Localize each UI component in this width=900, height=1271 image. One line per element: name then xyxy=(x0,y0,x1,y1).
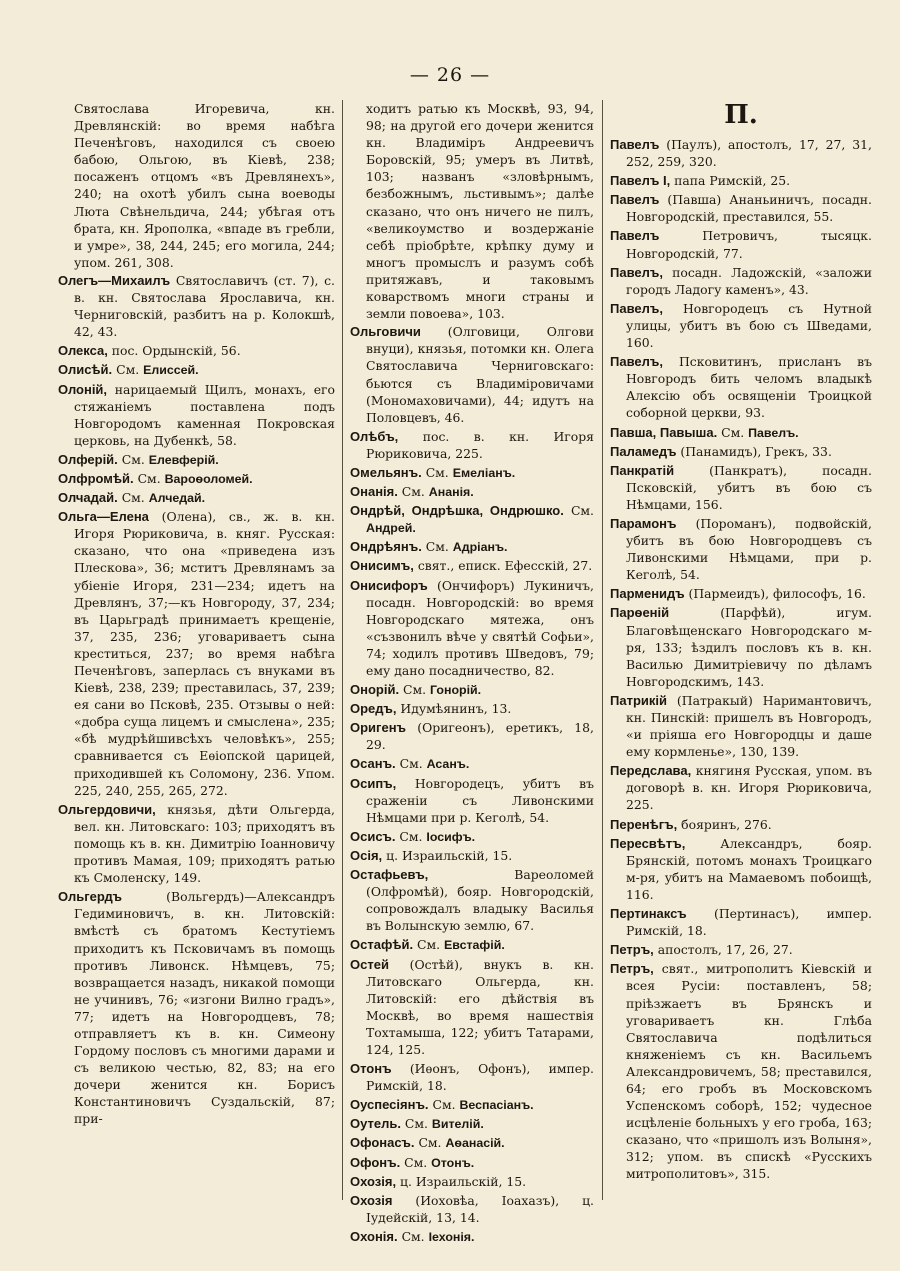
entry-headword: Олфромѣй. xyxy=(58,470,134,486)
entry-headword: Ондрѣянъ. xyxy=(350,539,422,555)
index-entry xyxy=(350,1096,594,1114)
index-entry xyxy=(610,585,872,603)
index-entry xyxy=(350,1228,594,1246)
entry-headword: Офонасъ. xyxy=(350,1135,415,1151)
entry-text: См. xyxy=(563,503,594,519)
entry-text: См. xyxy=(400,1116,432,1132)
section-letter-heading: П. xyxy=(724,100,758,130)
continued-entry-text: ходитъ ратью къ Москвѣ, 93, 94, 98; на другой его дочери женится кн. Владиміръ Андреевичъ Боровскій, 95; умеръ въ Литвѣ, 103; названъ «зловѣрнымъ, безбожнымъ, льстивымъ»; далѣе сказано, что онъ ничего не пилъ, «великоумство и воздержаніе себѣ пріобрѣте, крѣпку думу и многъ промыслъ и разумъ собѣ притяжавъ, и таковымъ коварствомъ многи страны и земли повоева», 103. xyxy=(366,101,594,322)
entry-headword: Павша, Павыша. xyxy=(610,424,718,440)
entry-text: ц. Израильскій, 15. xyxy=(396,1173,527,1189)
entry-text: (Ончифоръ) Лукиничъ, посадн. Новгородскій: во время Новгородскаго мятежа, онъ «съзвонилъ вѣче у святѣй Софьи», 74; ходилъ противъ Шведовъ, 79; ему дано посадничество, 82. xyxy=(366,577,594,678)
index-entry xyxy=(350,464,594,482)
entry-text: (Пармеидъ), философъ, 16. xyxy=(684,586,866,602)
entry-headword: Остафьевъ, xyxy=(350,867,429,883)
index-entry xyxy=(350,577,594,681)
entry-headword: Парамонъ xyxy=(610,515,677,531)
entry-headword: Пересвѣтъ, xyxy=(610,835,686,851)
column-divider xyxy=(602,100,603,1200)
entry-headword: Ольгердъ xyxy=(58,889,123,905)
index-entry xyxy=(58,272,335,341)
entry-headword: Петръ, xyxy=(610,961,654,977)
entry-cross-reference: Ананія. xyxy=(428,485,474,500)
index-entry xyxy=(610,300,872,352)
entry-text: пос. Ордынскій, 56. xyxy=(107,343,241,359)
entry-headword: Офонъ. xyxy=(350,1154,401,1170)
entry-text: См. xyxy=(117,451,149,467)
entry-headword: Ольгердовичи, xyxy=(58,801,156,817)
entry-text: См. xyxy=(414,1135,446,1151)
entry-cross-reference: Андрей. xyxy=(366,521,416,536)
entry-text: См. xyxy=(112,362,144,378)
entry-cross-reference: Аѳанасій. xyxy=(445,1136,505,1151)
entry-cross-reference: Вароѳоломей. xyxy=(164,471,253,486)
entry-headword: Парменидъ xyxy=(610,586,685,602)
index-entry xyxy=(610,835,872,904)
entry-cross-reference: Емеліанъ. xyxy=(452,465,516,480)
index-entry xyxy=(610,960,872,1183)
entry-headword: Осипъ, xyxy=(350,775,397,791)
entry-text: нарицаемый Щилъ, монахъ, его стяжаніемъ поставлена подъ Новгородомъ каменная Покровская церковь, на Дубенкѣ, 58. xyxy=(74,381,335,448)
entry-text: (Панкратъ), посадн. Псковскій, убитъ въ бою съ Нѣмцами, 156. xyxy=(626,462,872,512)
index-entry xyxy=(610,424,872,442)
entry-headword: Парѳеній xyxy=(610,605,670,621)
index-entry xyxy=(350,323,594,427)
entry-headword: Олферій. xyxy=(58,451,118,467)
entry-text: См. xyxy=(428,1097,460,1113)
entry-text: пос. в. кн. Игоря Рюриковича, 225. xyxy=(366,428,594,461)
index-entry xyxy=(610,692,872,761)
entry-cross-reference: Отонъ. xyxy=(431,1155,475,1170)
index-entry xyxy=(610,604,872,690)
entry-headword: Олчадай. xyxy=(58,490,118,506)
entry-headword: Ондрѣй, Ондрѣшка, Ондрюшко. xyxy=(350,503,564,519)
index-entry xyxy=(58,381,335,450)
entry-text: княгиня Русская, упом. въ договорѣ в. кн. Игоря Рюриковича, 225. xyxy=(626,763,872,813)
entry-cross-reference: Вителій. xyxy=(431,1117,484,1132)
entry-headword: Охонія. xyxy=(350,1228,398,1244)
entry-headword: Онисимъ, xyxy=(350,558,414,574)
entry-headword: Павелъ xyxy=(610,137,660,152)
entry-text: Вареоломей (Олфромѣй), бояр. Новгородскій, сопровождалъ владыку Василья въ Волынскую землю, 67. xyxy=(366,867,594,934)
index-entry xyxy=(350,755,594,773)
index-entry xyxy=(610,515,872,584)
entry-headword: Павелъ, xyxy=(610,354,663,370)
entry-cross-reference: Іосифъ. xyxy=(426,829,476,844)
entry-text: Идумѣянинъ, 13. xyxy=(396,701,512,717)
index-entry xyxy=(350,1134,594,1152)
entry-text: (Панамидъ), Грекъ, 33. xyxy=(676,443,832,459)
index-entry xyxy=(350,681,594,699)
entry-text: посадн. Ладожскій, «заложи городъ Ладогу каменъ», 43. xyxy=(626,264,872,297)
index-entry xyxy=(610,462,872,514)
entry-text: Александръ, бояр. Брянскій, потомъ монахъ Троицкаго м-ря, убитъ на Мамаевомъ побоищѣ, 116. xyxy=(626,835,872,902)
entry-headword: Олисѣй. xyxy=(58,362,113,378)
entry-headword: Паламедъ xyxy=(610,443,677,459)
entry-headword: Остафѣй. xyxy=(350,937,414,953)
entry-headword: Олѣбъ, xyxy=(350,428,399,444)
entry-headword: Осія, xyxy=(350,847,383,863)
entry-headword: Олекса, xyxy=(58,343,108,359)
entry-text: (Патракый) Наримантовичъ, кн. Пинскій: пришелъ въ Новгородъ, «и пріяша его Новгородцы и даше ему кормленье», 130, 139. xyxy=(626,692,872,760)
entry-text: князья, дѣти Ольгерда, вел. кн. Литовскаго: 103; приходятъ въ помощь къ в. кн. Димитрію Іоанновичу противъ Мамая, 109; приходятъ ратью къ Смоленску, 149. xyxy=(74,801,335,886)
entry-headword: Павелъ, xyxy=(610,300,663,316)
entry-text: (Паулъ), апостолъ, 17, 27, 31, 252, 259, 320. xyxy=(626,137,872,170)
entry-headword: Отонъ xyxy=(350,1061,392,1077)
entry-text: (Парфѣй), игум. Благовѣщенскаго Новгородскаго м-ря, 133; ѣздилъ пословъ къ в. кн. Василью Димитріевичу по дѣламъ Новгородскимъ, 143. xyxy=(626,605,872,689)
entry-headword: Осанъ. xyxy=(350,756,396,772)
entry-text: (Остѣй), внукъ в. кн. Литовскаго Ольгерда, кн. Литовскій: его дѣйствія въ Москвѣ, во время нашествія Тохтамыша, 122; убитъ Татарами, 124, 125. xyxy=(366,956,594,1057)
index-entry xyxy=(350,956,594,1060)
entry-headword: Омельянъ. xyxy=(350,464,422,480)
entry-headword: Павелъ I, xyxy=(610,173,671,189)
index-entry xyxy=(610,227,872,262)
entry-cross-reference: Гонорій. xyxy=(430,683,482,698)
entry-text: бояринъ, 276. xyxy=(677,816,772,832)
index-entry xyxy=(610,353,872,422)
entry-headword: Охозія xyxy=(350,1192,393,1208)
index-entry xyxy=(350,502,594,537)
entry-text: (Олговици, Олгови внуци), князья, потомки кн. Олега Святославича Черниговскаго: бьются съ Владиміровичами (Мономаховичами), 44; идутъ на Половцевъ, 46. xyxy=(366,324,594,425)
entry-text: Петровичъ, тысяцк. Новгородскій, 77. xyxy=(626,228,872,261)
entry-text: См. xyxy=(395,828,427,844)
entry-text: (Оригеонъ), еретикъ, 18, 29. xyxy=(366,720,594,753)
column-divider xyxy=(342,100,343,1200)
entry-text: (Павша) Ананьиничъ, посадн. Новгородскій, преставился, 55. xyxy=(626,192,872,225)
entry-text: См. xyxy=(421,539,453,555)
entry-text: См. xyxy=(133,470,165,486)
index-entry xyxy=(610,762,872,814)
index-entry xyxy=(350,1060,594,1095)
entry-headword: Перенѣгъ, xyxy=(610,816,678,832)
index-entry xyxy=(610,443,872,461)
entry-text: См. xyxy=(397,484,429,500)
entry-headword: Оредъ, xyxy=(350,701,397,717)
entry-cross-reference: Елевферій. xyxy=(148,452,219,467)
entry-headword: Оуспесіянъ. xyxy=(350,1097,429,1113)
index-column-1 xyxy=(58,100,341,1130)
entry-cross-reference: Веспасіанъ. xyxy=(459,1098,534,1113)
entry-text: ц. Израильскій, 15. xyxy=(382,847,513,863)
entry-text: апостолъ, 17, 26, 27. xyxy=(653,942,793,958)
entry-cross-reference: Павелъ. xyxy=(748,425,799,440)
index-entry xyxy=(350,936,594,954)
entry-text: См. xyxy=(395,756,427,772)
index-entry xyxy=(350,1115,594,1133)
index-column-2 xyxy=(344,100,600,1247)
index-entry xyxy=(350,1154,594,1172)
index-entry xyxy=(610,191,872,226)
entry-headword: Передслава, xyxy=(610,763,692,779)
entry-headword: Пертинаксъ xyxy=(610,906,687,922)
entry-text: (Пороманъ), подвойскій, убитъ въ бою Новгородцевъ съ Ливонскими Нѣмцами, при р. Кеголѣ, 54. xyxy=(626,515,872,583)
index-entry xyxy=(58,451,335,469)
index-entry xyxy=(610,941,872,959)
entry-text: свят., еписк. Ефесскій, 27. xyxy=(413,558,593,574)
entry-headword: Павелъ xyxy=(610,228,660,244)
entry-text: свят., митрополитъ Кіевскій и всея Русіи: поставленъ, 58; пріѣзжаетъ въ Брянскъ и уговариваетъ кн. Глѣба Святославича подѣлиться княженіемъ съ кн. Васильемъ Александровичемъ, 58; преставился, 64; его гробъ въ Московскомъ Успенскомъ соборѣ, 152; чудесное исцѣленіе больныхъ у его гроба, 163; сказано, что «пришолъ изъ Волыня», 312; упом. въ спискѣ «Русскихъ митрополитовъ», 315. xyxy=(626,961,872,1182)
index-entry xyxy=(350,719,594,754)
entry-text: См. xyxy=(413,937,444,953)
index-entry xyxy=(350,775,594,827)
entry-text: См. xyxy=(421,464,453,480)
entry-text: Новгородецъ съ Нутной улицы, убитъ въ бою съ Шведами, 160. xyxy=(626,300,872,351)
entry-text: См. xyxy=(717,424,749,440)
entry-headword: Онорій. xyxy=(350,682,400,698)
entry-headword: Павелъ xyxy=(610,192,660,208)
entry-text: См. xyxy=(399,682,430,698)
entry-text: (Иоховѣа, Іоахазъ), ц. Іудейскій, 13, 14. xyxy=(366,1192,594,1225)
entry-headword: Петръ, xyxy=(610,942,654,958)
entry-text: Святославичъ (ст. 7), с. в. кн. Святослава Ярославича, кн. Черниговскій, разбитъ на р. Колокшѣ, 42, 43. xyxy=(74,272,335,340)
index-entry xyxy=(610,816,872,834)
entry-headword: Панкратій xyxy=(610,462,675,478)
index-entry xyxy=(350,828,594,846)
entry-text: Псковитинъ, присланъ въ Новгородъ бить челомъ владыкѣ Алексію объ освященіи Троицкой соборной церкви, 93. xyxy=(626,354,872,421)
entry-headword: Онисифоръ xyxy=(350,577,428,593)
entry-headword: Ольговичи xyxy=(350,324,421,340)
index-entry xyxy=(58,489,335,507)
index-entry xyxy=(350,1192,594,1227)
entry-headword: Патрикій xyxy=(610,692,667,708)
entry-headword: Осисъ. xyxy=(350,828,396,844)
index-column-3 xyxy=(604,100,872,1185)
entry-headword: Олегъ—Михаилъ xyxy=(58,272,171,288)
entry-text: (Иѳонъ, Офонъ), импер. Римскій, 18. xyxy=(366,1061,594,1094)
index-entry xyxy=(350,866,594,935)
entry-cross-reference: Алчедай. xyxy=(148,491,206,506)
continued-entry-text: Святослава Игоревича, кн. Древлянскій: во время набѣга Печенѣговъ, находился съ своею бабою, Ольгою, въ Кіевѣ, 238; посаженъ отцомъ «въ Древлянехъ», 240; на охотѣ убилъ сына воеводы Люта Свѣнельдича, 244; убѣгая отъ брата, кн. Ярополка, «впаде въ гребли, и умре», 38, 244, 245; его могила, 244; упом. 261, 308. xyxy=(74,101,335,270)
entry-text: См. xyxy=(117,490,149,506)
entry-headword: Оутель. xyxy=(350,1116,401,1132)
index-entry xyxy=(350,847,594,865)
entry-headword: Ольга—Елена xyxy=(58,509,149,525)
index-entry xyxy=(58,801,335,887)
index-entry xyxy=(58,361,335,379)
index-entry xyxy=(610,264,872,299)
index-entry xyxy=(350,557,594,575)
entry-text: См. xyxy=(400,1154,432,1170)
index-entry xyxy=(610,172,872,190)
entry-text: Новгородецъ, убитъ въ сраженіи съ Ливонскими Нѣмцами при р. Кеголѣ, 54. xyxy=(366,775,594,825)
index-entry xyxy=(58,470,335,488)
entry-headword: Онанія. xyxy=(350,484,398,500)
entry-headword: Остей xyxy=(350,956,389,972)
entry-cross-reference: Адріанъ. xyxy=(452,540,508,555)
entry-cross-reference: Асанъ. xyxy=(426,757,470,772)
entry-text: (Пертинасъ), импер. Римскій, 18. xyxy=(626,906,872,939)
entry-headword: Олоній, xyxy=(58,381,108,397)
entry-cross-reference: Іехонія. xyxy=(428,1229,475,1244)
index-entry xyxy=(350,538,594,556)
index-entry xyxy=(58,508,335,800)
entry-cross-reference: Елиссей. xyxy=(143,363,199,378)
entry-cross-reference: Евстафій. xyxy=(444,938,505,953)
page-number: — 26 — xyxy=(409,64,491,86)
entry-headword: Охозія, xyxy=(350,1173,397,1189)
entry-text: (Олена), св., ж. в. кн. Игоря Рюриковича, в. княг. Русская: сказано, что она «приведена изъ Плескова», 36; мститъ Древлянамъ за убіеніе Игоря, 231—234; идетъ на Древлянъ, 37;—къ Новгороду, 37, 234; въ Царьградѣ принимаетъ крещеніе, 37, 235, 236; уговариваетъ сына креститься, 237; во время набѣга Печенѣговъ, заперлась съ внуками въ Кіевѣ, 238, 239; преставилась, 37, 239; ея сани во Псковѣ, 235. Отзывы о ней: «добра суща лицемъ и смыслена», 235; «бѣ мудрѣйшивсѣхъ человѣкъ», 255; сравнивается съ Еѳіопской царицей, приходившей къ Соломону, 236. Упом. 225, 240, 255, 265, 272. xyxy=(74,509,335,798)
entry-headword: Павелъ, xyxy=(610,264,663,280)
index-entry xyxy=(350,483,594,501)
index-entry xyxy=(58,888,335,1128)
entry-headword: Оригенъ xyxy=(350,720,407,736)
entry-text: (Вольгердъ)—Александръ Гедиминовичъ, в. кн. Литовскій: вмѣстѣ съ братомъ Кестутіемъ приходитъ къ Псковичамъ въ помощь противъ Ливонск. Нѣмцевъ, 75; возвращается назадъ, никакой помощи не учинивъ, 76; «изгони Вилно градъ», 77; идетъ на Новгородцевъ, 78; отправляетъ къ в. кн. Симеону Гордому пословъ съ многими дарами и съ великою честью, 82, 83; на его дочери женится кн. Борисъ Константиновичъ Суздальскій, 87; при- xyxy=(74,889,335,1127)
entry-text: См. xyxy=(397,1228,429,1244)
index-entry xyxy=(58,342,335,360)
index-entry xyxy=(610,905,872,940)
index-entry xyxy=(350,428,594,463)
index-entry xyxy=(350,700,594,718)
entry-text: папа Римскій, 25. xyxy=(670,173,791,189)
index-entry xyxy=(610,136,872,171)
index-entry xyxy=(350,1173,594,1191)
